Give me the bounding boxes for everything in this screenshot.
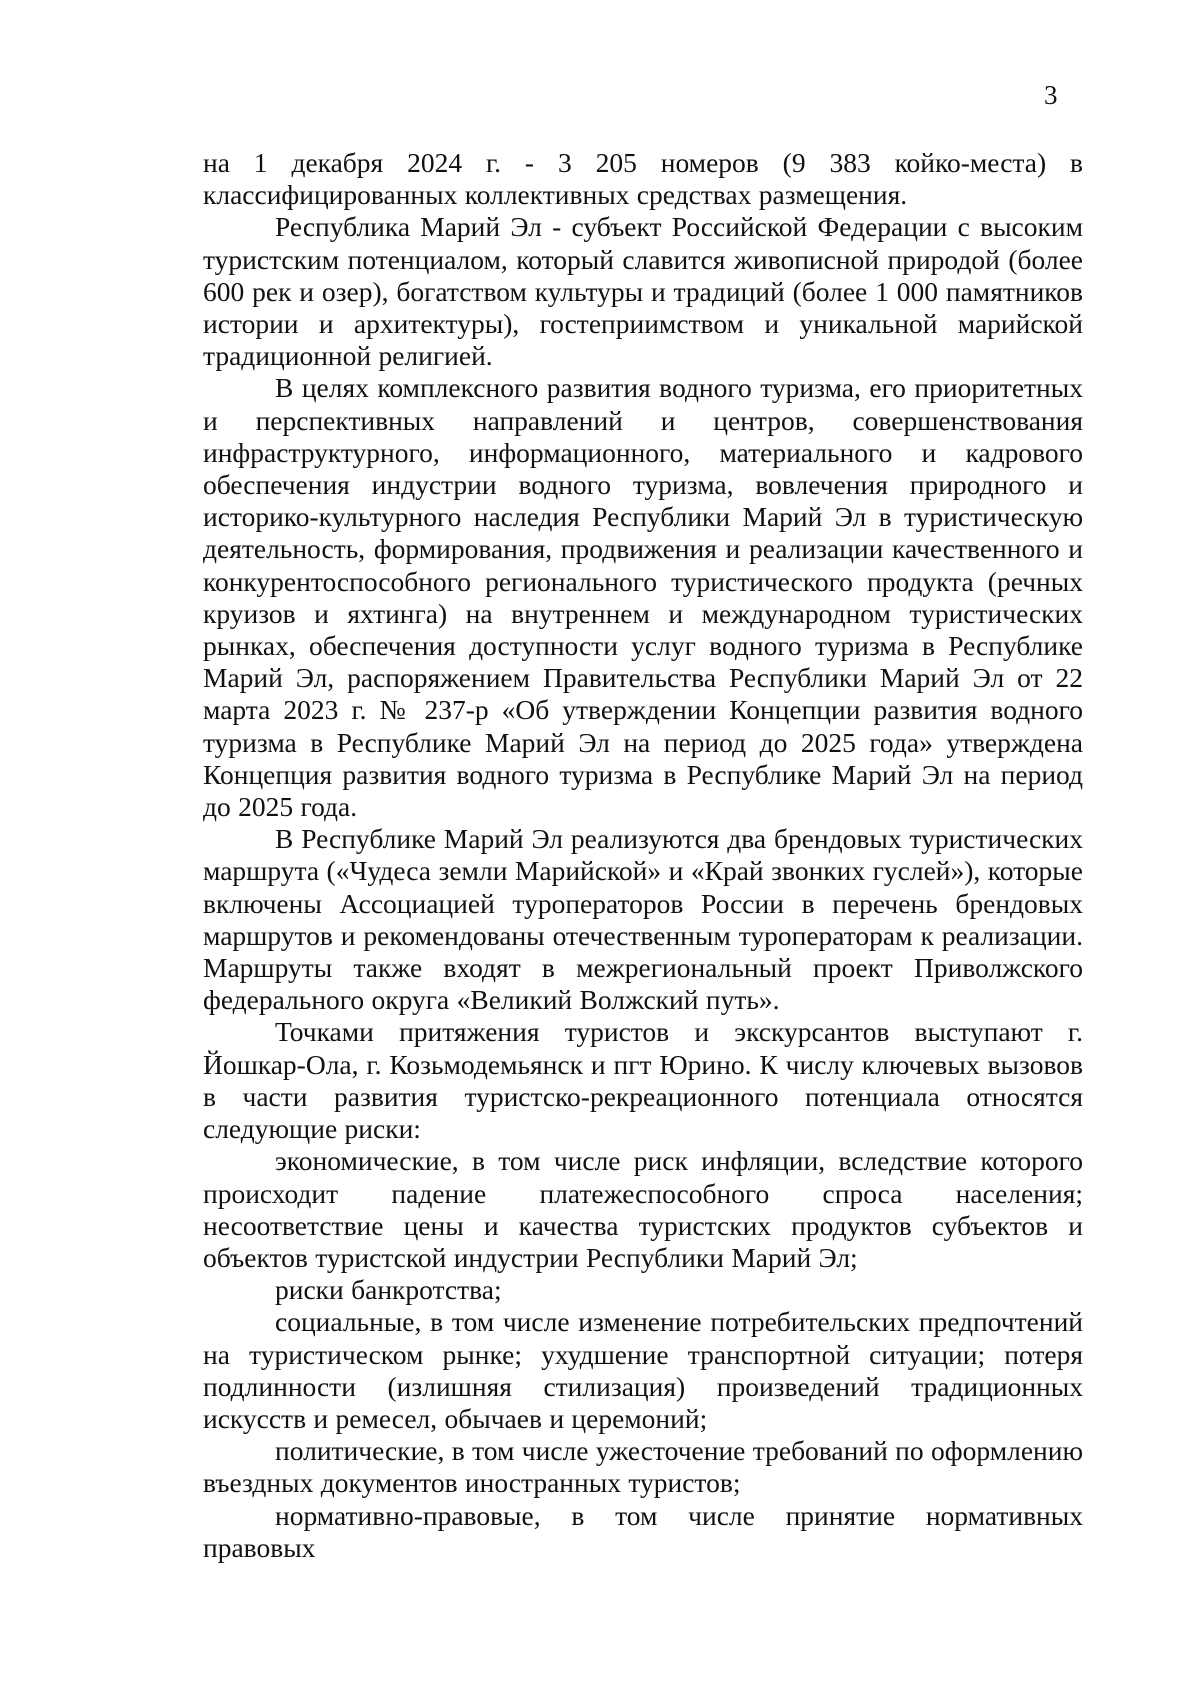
paragraph-social-risks: социальные, в том числе изменение потребительских предпочтений на туристическом рынке; ухудшение транспортной ситуации; потеря подлинности (излишняя стилизация) произведений традиционных искусств и ремесел, обычаев и церемоний;: [203, 1306, 1083, 1434]
page-number: 3: [1044, 80, 1058, 110]
paragraph-water-tourism-concept: В целях комплексного развития водного туризма, его приоритетных и перспективных направлений и центров, совершенствования инфраструктурного, информационного, материального и кадрового обеспечения индустрии водного туризма, вовлечения природного и историко-культурного наследия Республики Марий Эл в туристическую деятельность, формирования, продвижения и реализации качественного и конкурентоспособного регионального туристического продукта (речных круизов и яхтинга) на внутреннем и международном туристических рынках, обеспечения доступности услуг водного туризма в Республике Марий Эл, распоряжением Правительства Республики Марий Эл от 22 марта 2023 г. № 237-р «Об утверждении Концепции развития водного туризма в Республике Марий Эл на период до 2025 года» утверждена Концепция развития водного туризма в Республике Марий Эл на период до 2025 года.: [203, 372, 1083, 823]
paragraph-tourism-potential: Республика Марий Эл - субъект Российской Федерации с высоким туристским потенциалом, который славится живописной природой (более 600 рек и озер), богатством культуры и традиций (более 1 000 памятников истории и архитектуры), гостеприимством и уникальной марийской традиционной религией.: [203, 211, 1083, 372]
paragraph-brand-routes: В Республике Марий Эл реализуются два брендовых туристических маршрута («Чудеса земли Марийской» и «Край звонких гуслей»), которые включены Ассоциацией туроператоров России в перечень брендовых маршрутов и рекомендованы отечественным туроператорам к реализации. Маршруты также входят в межрегиональный проект Приволжского федерального округа «Великий Волжский путь».: [203, 823, 1083, 1016]
paragraph-rooms-count: на 1 декабря 2024 г. - 3 205 номеров (9 383 койко-места) в классифицированных коллективных средствах размещения.: [203, 147, 1083, 211]
paragraph-attraction-points: Точками притяжения туристов и экскурсантов выступают г. Йошкар-Ола, г. Козьмодемьянск и пгт Юрино. К числу ключевых вызовов в части развития туристско-рекреационного потенциала относятся следующие риски:: [203, 1016, 1083, 1145]
paragraph-bankruptcy-risks: риски банкротства;: [275, 1274, 502, 1306]
paragraph-political-risks: политические, в том числе ужесточение требований по оформлению въездных документов иностранных туристов;: [203, 1435, 1083, 1499]
paragraph-economic-risks: экономические, в том числе риск инфляции, вследствие которого происходит падение платежеспособного спроса населения; несоответствие цены и качества туристских продуктов субъектов и объектов туристской индустрии Республики Марий Эл;: [203, 1145, 1083, 1273]
paragraph-legal-risks: нормативно-правовые, в том числе принятие нормативных правовых: [203, 1499, 1083, 1563]
document-body: [203, 147, 1083, 1564]
